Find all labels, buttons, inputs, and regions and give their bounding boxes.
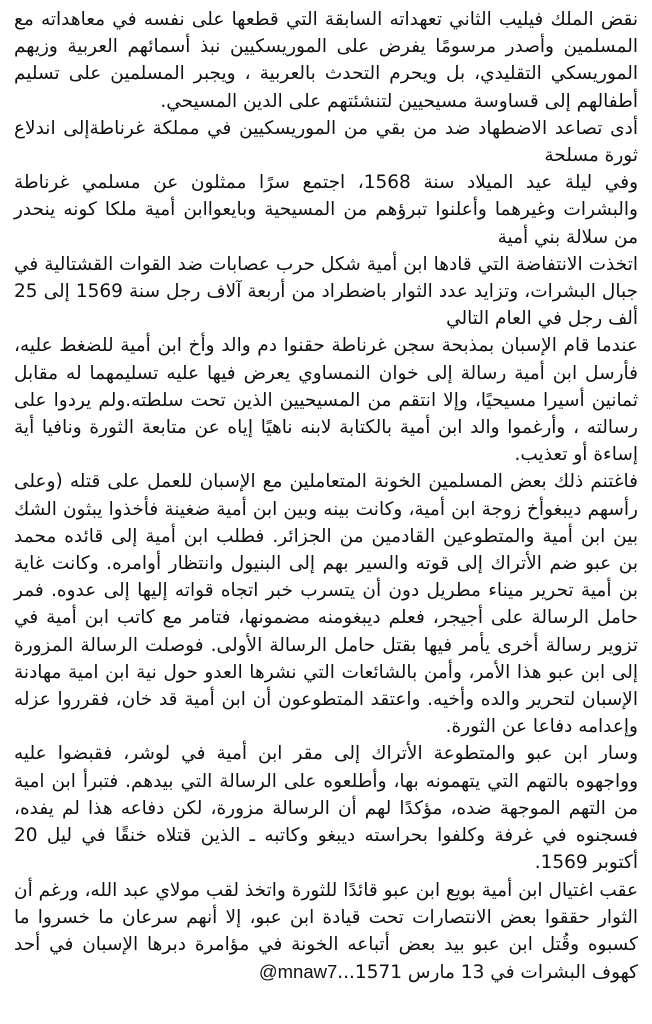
paragraph-ibn-abbo-text: عقب اغتيال ابن أمية بويع ابن عبو قائدًا للثورة واتخذ لقب مولاي عبد الله، ورغم أن الثوار حققوا بعض الانتصارات تحت قيادة ابن عبو، إلا أنهم سرعان ما خسروا ما كسبوه وقُتل ابن عبو بيد بعض أتباعه الخونة في مؤامرة دبرها الإسبان في أحد كهوف البشرات في 13 مارس 1571... — [14, 879, 638, 984]
paragraph-assassination: وسار ابن عبو والمتطوعة الأتراك إلى مقر ابن أمية في لوشر، فقبضوا عليه وواجهوه بالتهم التي يتهمونه بها، وأطلعوه على الرسالة التي بيدهم. فتبرأ ابن امية من التهم الموجهة ضده، مؤكدًا لهم أن الرسالة مزورة، لكن دفاعه هذا لم يفده، فسجنوه في غرفة وكلفوا بحراسته ديبغو وكاتبه ـ الذين قتلاه خنقًا في ليل 20 أكتوبر 1569. — [14, 743, 638, 874]
paragraph-guerrilla-war: اتخذت الانتفاضة التي قادها ابن أمية شكل حرب عصابات ضد القوات القشتالية في جبال البشرات، وتزايد عدد الثوار باضطراد من أربعة آلاف رجل سنة 1569 إلى 25 ألف رجل في العام التالي — [14, 253, 638, 330]
signature-handle: @mnaw7 — [258, 961, 338, 983]
paragraph-conspiracy: فاغتنم ذلك بعض المسلمين الخونة المتعاملين مع الإسبان للعمل على قتله (وعلى رأسهم ديبغوأخ زوجة ابن أمية، وكانت بينه وبين ابن أمية ضغينة فأخذوا يبثون الشك بين ابن أمية والمتطوعين القادمين من الجزائر. فطلب ابن أمية إلى قائده محمد بن عبو ضم الأتراك إلى قوته والسير بهم إلى البنيول وانتظار أوامره. وكانت غاية بن أمية تحرير ميناء مطريل دون أن يتسرب خبر اتجاه قواته إليها إلى عدوه. فمر حامل الرسالة على أجيجر، فعلم ديبغومنه مضمونها، فتامر مع كاتب ابن أمية في تزوير رسالة أخرى يأمر فيها بقتل حامل الرسالة الأولى. فوصلت الرسالة المزورة إلى ابن عبو هذا الأمر، وأمن بالشائعات التي نشرها العدو حول نية ابن امية مهادنة الإسبان لتحرير والده وأخيه. واعتقد المتطوعون أن ابن أمية قد خان، فقرروا عزله وإعدامه دفاعا عن الثورة. — [14, 471, 638, 738]
paragraph-christmas-1568: وفي ليلة عيد الميلاد سنة 1568، اجتمع سرًا ممثلون عن مسلمي غرناطة والبشرات وغيرهما وأعلنوا تبرؤهم من المسيحية وبايعواابن أمية ملكا كونه ينحدر من سلالة بني أمية — [14, 172, 639, 248]
paragraph-edict: نقض الملك فيليب الثاني تعهداته السابقة التي قطعها على نفسه في معاهداته مع المسلمين وأصدر مرسومًا يفرض على الموريسكيين نبذ أسمائهم العربية وزيهم الموريسكي التقليدي، بل ويحرم التحدث بالعربية ، ويجبر المسلمين على تسليم أطفالهم إلى قساوسة مسيحيين لتنشئتهم على الدين المسيحي. — [14, 9, 638, 112]
paragraph-ibn-abbo — [14, 877, 638, 987]
paragraph-persecution: أدى تصاعد الاضطهاد ضد من بقي من الموريسكيين في مملكة غرناطةإلى اندلاع ثورة مسلحة — [14, 117, 638, 167]
paragraph-granada-massacre: عندما قام الإسبان بمذبحة سجن غرناطة حقنوا دم والد وأخ ابن أمية للضغط عليه، فأرسل ابن أمية رسالة إلى خوان النمساوي يعرض فيها عليه تسليمهما له مقابل ثمانين أسيرا مسيحيًا، وإلا انتقم من المسيحيين الذين تحت سلطته.ولم يردوا على رسالته ، وأرغموا والد ابن أمية بالكتابة لابنه ناهيًا إياه عن متابعة الثورة ونافيا أية إساءة أو تعذيب. — [14, 335, 638, 466]
